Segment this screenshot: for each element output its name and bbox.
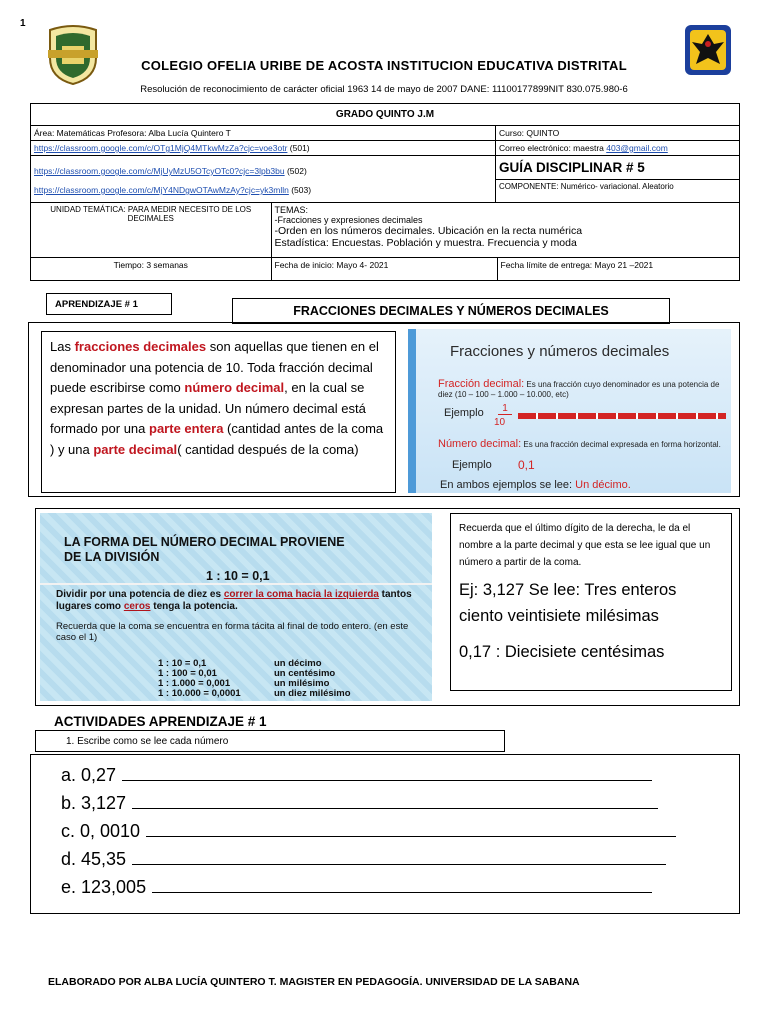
header-table xyxy=(30,103,740,281)
answer-line-c[interactable] xyxy=(146,821,676,837)
email-link[interactable]: 403@gmail.com xyxy=(606,143,668,153)
fraction-bar xyxy=(518,413,726,419)
classroom-link-502[interactable]: https://classroom.google.com/c/MjUyMzU5OTcyOTc0?cjc=3lpb3bu xyxy=(34,166,285,176)
thematic-unit: UNIDAD TEMÁTICA: PARA MEDIR NECESITO DE LOS DECIMALES xyxy=(31,203,271,257)
exercises-box xyxy=(30,754,740,914)
learning-label: APRENDIZAJE # 1 xyxy=(46,293,172,315)
image-title: Fracciones y números decimales xyxy=(450,343,670,360)
start-date: Fecha de inicio: Mayo 4- 2021 xyxy=(271,258,497,280)
course: Curso: QUINTO xyxy=(496,126,740,141)
grade-title: GRADO QUINTO J.M xyxy=(31,104,740,126)
exercise-c: c. 0, 0010 xyxy=(61,821,676,842)
definition-section xyxy=(28,322,740,497)
component: COMPONENTE: Numérico- variacional. Aleatorio xyxy=(496,180,740,203)
reminder-example-1: Ej: 3,127 Se lee: Tres enteros ciento veintisiete milésimas xyxy=(459,581,677,625)
area-teacher: Área: Matemáticas Profesora: Alba Lucía Quintero T xyxy=(31,126,496,141)
exercise-b: b. 3,127 xyxy=(61,793,658,814)
topics: TEMAS: -Fracciones y expresiones decimales -Orden en los números decimales. Ubicación en la recta numérica Estadística: Encuestas. Población y muestra. Frecuencia y moda xyxy=(274,205,583,249)
guide-title: GUÍA DISCIPLINAR # 5 xyxy=(496,156,740,180)
resolution-line: Resolución de reconocimiento de carácter oficial 1963 14 de mayo de 2007 DANE: 11100177899NIT 830.075.980-6 xyxy=(140,84,628,95)
classroom-link-cell: https://classroom.google.com/c/OTg1MjQ4MTkwMzZa?cjc=voe3otr (501) xyxy=(31,141,496,156)
exercise-a: a. 0,27 xyxy=(61,765,652,786)
exercise-e: e. 123,005 xyxy=(61,877,652,898)
answer-line-a[interactable] xyxy=(122,765,652,781)
end-date: Fecha límite de entrega: Mayo 21 –2021 xyxy=(500,260,654,270)
classroom-links-cell: https://classroom.google.com/c/MjUyMzU5OTcyOTc0?cjc=3lpb3bu (502) https://classroom.google.com/c/MjY4NDgwOTAwMzAy?cjc=yk3mlln (503) xyxy=(31,156,496,203)
answer-line-d[interactable] xyxy=(132,849,666,865)
time: Tiempo: 3 semanas xyxy=(31,258,271,280)
division-section xyxy=(35,508,740,706)
school-crest-icon xyxy=(44,24,102,86)
page-number: 1 xyxy=(20,18,26,29)
classroom-link-503[interactable]: https://classroom.google.com/c/MjY4NDgwOTAwMzAy?cjc=yk3mlln xyxy=(34,185,289,195)
footer-credit: ELABORADO POR ALBA LUCÍA QUINTERO T. MAGISTER EN PEDAGOGÍA. UNIVERSIDAD DE LA SABANA xyxy=(48,976,580,988)
section-title: FRACCIONES DECIMALES Y NÚMEROS DECIMALES xyxy=(232,298,670,324)
answer-line-e[interactable] xyxy=(152,877,652,893)
reminder-text: Recuerda que el último dígito de la derecha, le da el nombre a la parte decimal y que esta se lee igual que un número a partir de la coma. xyxy=(459,523,711,568)
classroom-link-501[interactable]: https://classroom.google.com/c/OTg1MjQ4MTkwMzZa?cjc=voe3otr xyxy=(34,143,288,153)
answer-line-b[interactable] xyxy=(132,793,658,809)
reminder-box xyxy=(450,513,732,691)
email-cell: Correo electrónico: maestra 403@gmail.com xyxy=(496,141,740,156)
reminder-example-2: 0,17 : Diecisiete centésimas xyxy=(459,643,665,661)
decimal-fractions-image: Fracciones y números decimales Fracción decimal: Es una fracción cuyo denominador es una potencia de diez (10 – 100 – 1.000 – 10.000, etc) Ejemplo 1 10 Número decimal: Es una fracción decimal expresada en forma horizontal. Ejemplo 0,1 En ambos ejemplos se lee: Un décimo. xyxy=(408,329,731,493)
school-name: COLEGIO OFELIA URIBE DE ACOSTA INSTITUCION EDUCATIVA DISTRITAL xyxy=(141,58,627,73)
division-image: LA FORMA DEL NÚMERO DECIMAL PROVIENE DE LA DIVISIÓN 1 : 10 = 0,1 Dividir por una potencia de diez es correr la coma hacia la izquierda tantos lugares como ceros tenga la potencia. Recuerda que la coma se encuentra en forma tácita al final de todo entero. (en este caso el 1) 1 : 10 = 0,1 un décimo 1 : 100 = 0,01 un centésimo 1 : 1.000 = 0,001 un milésimo 1 : 10.000 = 0,0001 un diez milésimo xyxy=(40,513,432,701)
definition-text: Las fracciones decimales son aquellas que tienen en el denominador una potencia de 10. Toda fracción decimal puede escribirse como número decimal, en la cual se expresan partes de la unidad. Un número decimal está formado por una parte entera (cantidad antes de la coma ) y una parte decimal( cantidad después de la coma) xyxy=(41,331,396,493)
exercise-d: d. 45,35 xyxy=(61,849,666,870)
instruction: 1. Escribe como se lee cada número xyxy=(35,730,505,752)
activities-title: ACTIVIDADES APRENDIZAJE # 1 xyxy=(54,714,267,729)
